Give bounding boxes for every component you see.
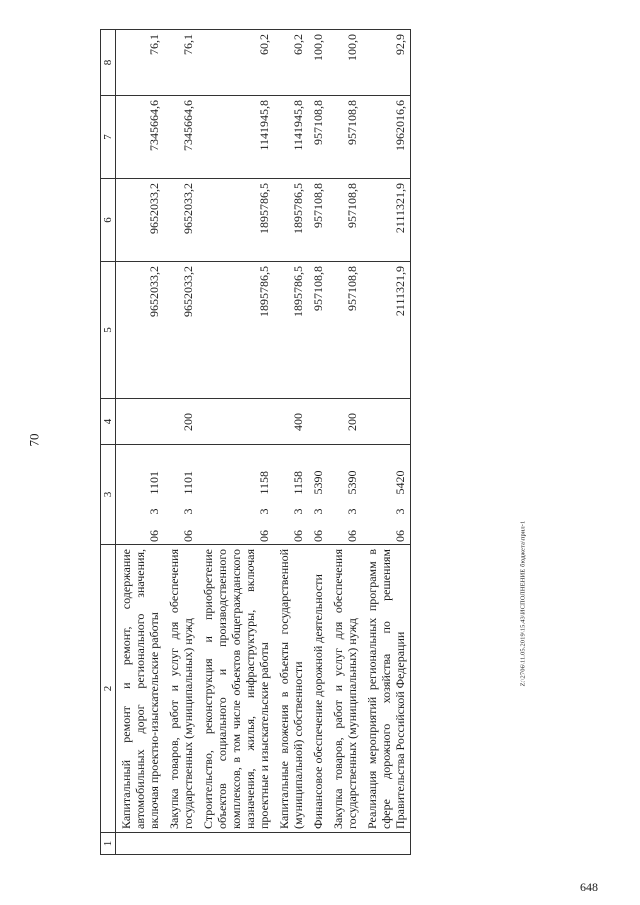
row-col8: 100,0 [328,29,362,95]
row-csr: 1158 [274,444,308,496]
header-col-4: 4 [101,398,116,444]
row-description: Финансовое обеспечение дорожной деятельности [308,545,328,833]
table-row [164,29,198,854]
row-col5: 1895786,5 [198,261,274,398]
budget-table [100,29,411,855]
row-col7: 957108,8 [308,95,328,178]
header-col-8: 8 [101,29,116,95]
row-col6: 1895786,5 [274,178,308,261]
row-col5: 2111321,9 [362,261,411,398]
row-col5: 957108,8 [328,261,362,398]
row-pr: 3 [147,508,161,515]
row-csr: 1158 [198,444,274,496]
row-pr: 3 [181,508,195,515]
row-col7: 7345664,6 [164,95,198,178]
row-col6: 9652033,2 [164,178,198,261]
row-pr: 3 [362,497,411,517]
row-csr: 1101 [164,444,198,496]
rotated-table-container [100,30,620,855]
header-col-1: 1 [101,833,116,855]
row-col5: 1895786,5 [274,261,308,398]
row-col8: 100,0 [308,29,328,95]
row-col7: 1141945,8 [198,95,274,178]
table-row [362,29,411,854]
table-row [308,29,328,854]
row-csr: 5390 [308,444,328,496]
row-vr: 200 [328,398,362,444]
footer-page-number: 648 [580,880,598,894]
row-col5: 9652033,2 [116,261,165,398]
row-rz: 06 [311,530,325,542]
row-pr: 3 [291,508,305,515]
row-vr [362,398,411,444]
row-rz: 06 [291,530,305,542]
row-vr: 200 [164,398,198,444]
row-description: Закупка товаров, работ и услуг для обеспечения государственных (муниципальных) нужд [164,545,198,833]
table-row [116,29,165,854]
header-col-5: 5 [101,261,116,398]
row-col6: 9652033,2 [116,178,165,261]
row-col6: 957108,8 [328,178,362,261]
row-csr: 5420 [362,444,411,496]
row-col6: 2111321,9 [362,178,411,261]
row-col7: 7345664,6 [116,95,165,178]
row-col7: 1141945,8 [274,95,308,178]
file-stamp: Z:\2706\11.05.2019\15.43\ИСПОЛНЕНИЕ бюджета\прил-1 [519,520,527,687]
row-col6: 957108,8 [308,178,328,261]
row-col8: 92,9 [362,29,411,95]
table-row [274,29,308,854]
row-description: Закупка товаров, работ и услуг для обеспечения государственных (муниципальных) нужд [328,545,362,833]
row-col8: 76,1 [116,29,165,95]
header-col-6: 6 [101,178,116,261]
row-vr [308,398,328,444]
row-description: Капитальные вложения в объекты государственной (муниципальной) собственности [274,545,308,833]
header-col-7: 7 [101,95,116,178]
row-rz: 06 [362,517,411,545]
row-description: Строительство, реконструкция и приобретение объектов социального и производственного комплексов, в том числе объектов общегражданского назначения, жилья, инфраструктуры, включая проектные и изыскательские работы [198,545,274,833]
row-vr [198,398,274,444]
row-col5: 957108,8 [308,261,328,398]
row-col7: 1962016,6 [362,95,411,178]
row-rz: 06 [181,530,195,542]
table-row [328,29,362,854]
row-col5: 9652033,2 [164,261,198,398]
row-rz: 06 [345,530,359,542]
row-vr: 400 [274,398,308,444]
row-col7: 957108,8 [328,95,362,178]
row-vr [116,398,165,444]
header-col-3: 3 [101,444,116,544]
row-col8: 76,1 [164,29,198,95]
header-row [101,29,116,854]
table-frame [100,30,620,855]
row-description: Капитальный ремонт и ремонт, содержание автомобильных дорог регионального значения, включая проектно-изыскательские работы [116,545,165,833]
header-col-2: 2 [101,545,116,833]
row-csr: 1101 [116,444,165,496]
row-rz: 06 [257,530,271,542]
row-col8: 60,2 [274,29,308,95]
row-rz: 06 [147,530,161,542]
row-pr: 3 [345,508,359,515]
row-description: Реализация мероприятий региональных программ в сфере дорожного хозяйства по решениям Правительства Российской Федерации [362,545,411,833]
row-csr: 5390 [328,444,362,496]
row-col6: 1895786,5 [198,178,274,261]
row-pr: 3 [257,508,271,515]
table-row [198,29,274,854]
row-pr: 3 [311,508,325,515]
page-number: 70 [26,433,42,447]
row-col8: 60,2 [198,29,274,95]
